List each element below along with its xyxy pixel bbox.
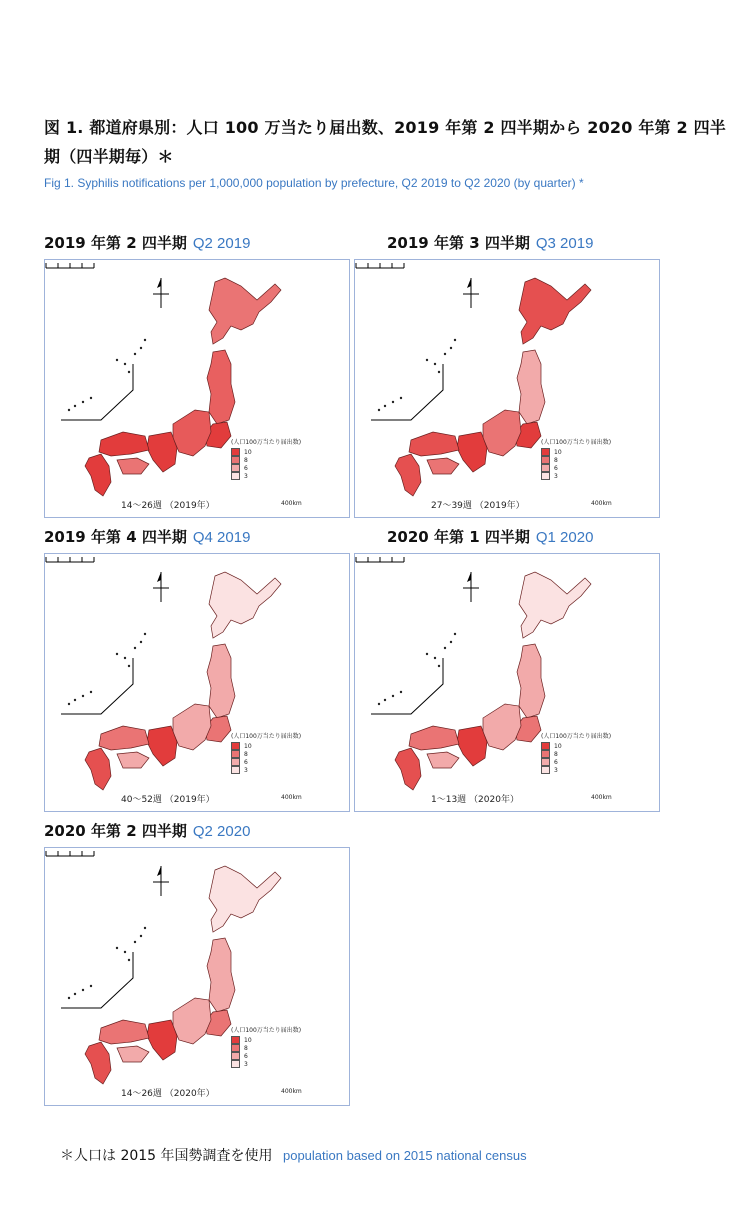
island-marker — [128, 371, 130, 373]
legend-item — [541, 456, 611, 464]
panel-heading-jp: 2020 年第 2 四半期 — [44, 822, 187, 840]
island-marker — [90, 985, 92, 987]
region-hokkaido — [209, 866, 281, 932]
island-marker — [74, 993, 76, 995]
island-marker — [384, 405, 386, 407]
footnote-en: population based on 2015 national census — [282, 1148, 527, 1163]
map-panel — [44, 259, 350, 518]
legend-swatch — [541, 766, 550, 774]
map-panel — [354, 259, 660, 518]
footnote-jp: ＊人口は 2015 年国勢調査を使用 — [60, 1148, 273, 1164]
island-marker — [90, 397, 92, 399]
panel-heading-jp: 2019 年第 4 四半期 — [44, 528, 187, 546]
legend-label: 6 — [244, 464, 248, 472]
legend-label: 8 — [244, 1044, 248, 1052]
island-marker — [400, 397, 402, 399]
legend-swatch — [541, 456, 550, 464]
region-chubu — [483, 410, 521, 456]
legend-label: 3 — [244, 1060, 248, 1068]
region-chugoku — [409, 726, 459, 750]
panel-heading — [44, 820, 250, 841]
legend-item — [231, 448, 301, 456]
legend-swatch — [541, 758, 550, 766]
japan-map — [355, 260, 661, 519]
map-legend — [541, 731, 611, 774]
island-marker — [384, 699, 386, 701]
panel-heading — [387, 232, 593, 253]
panel-heading — [44, 232, 250, 253]
legend-item — [541, 742, 611, 750]
region-chubu — [483, 704, 521, 750]
legend-swatch — [231, 742, 240, 750]
region-chugoku — [99, 726, 149, 750]
okinawa-inset-frame — [61, 364, 133, 420]
region-shikoku — [427, 458, 459, 474]
region-shikoku — [117, 458, 149, 474]
region-hokkaido — [519, 278, 591, 344]
panel-heading-en: Q2 2019 — [192, 235, 251, 252]
legend-item — [231, 472, 301, 480]
legend-swatch — [231, 456, 240, 464]
panel-heading-en: Q4 2019 — [192, 529, 251, 546]
region-shikoku — [117, 752, 149, 768]
legend-item — [541, 448, 611, 456]
japan-map — [45, 554, 351, 813]
north-arrow-icon — [153, 866, 169, 896]
island-marker — [144, 339, 146, 341]
panel-heading-jp: 2019 年第 3 四半期 — [387, 234, 530, 252]
okinawa-inset-frame — [371, 658, 443, 714]
legend-swatch — [231, 1044, 240, 1052]
region-tohoku — [517, 644, 545, 718]
legend-title: (人口100万当たり届出数) — [231, 733, 302, 740]
island-marker — [128, 665, 130, 667]
island-marker — [378, 703, 380, 705]
period-label: 14～26週 （2020年） — [121, 1089, 215, 1099]
legend-item — [541, 472, 611, 480]
island-marker — [378, 409, 380, 411]
legend-swatch — [541, 750, 550, 758]
island-marker — [450, 641, 452, 643]
scale-bar — [45, 554, 95, 564]
region-shikoku — [117, 1046, 149, 1062]
island-marker — [74, 405, 76, 407]
region-kyushu — [85, 748, 111, 790]
japan-map — [355, 554, 661, 813]
legend-label: 6 — [244, 1052, 248, 1060]
island-marker — [82, 695, 84, 697]
legend-item — [231, 1036, 301, 1044]
okinawa-inset-frame — [61, 952, 133, 1008]
legend-item — [231, 1060, 301, 1068]
period-label: 1～13週 （2020年） — [431, 795, 519, 805]
island-marker — [426, 359, 428, 361]
region-kyushu — [85, 454, 111, 496]
region-chubu — [173, 704, 211, 750]
region-chugoku — [99, 432, 149, 456]
period-label: 40～52週 （2019年） — [121, 795, 215, 805]
north-arrow-icon — [153, 572, 169, 602]
island-marker — [144, 927, 146, 929]
period-label: 14～26週 （2019年） — [121, 501, 215, 511]
island-marker — [450, 347, 452, 349]
legend-item — [231, 1052, 301, 1060]
legend-label: 8 — [244, 750, 248, 758]
island-marker — [444, 647, 446, 649]
footnote — [60, 1145, 527, 1165]
map-panel — [44, 553, 350, 812]
legend-label: 8 — [554, 456, 558, 464]
island-marker — [434, 657, 436, 659]
legend-swatch — [231, 750, 240, 758]
scale-bar — [45, 260, 95, 270]
map-legend — [231, 1025, 301, 1068]
legend-swatch — [541, 464, 550, 472]
legend-title: (人口100万当たり届出数) — [231, 439, 302, 446]
region-chugoku — [409, 432, 459, 456]
region-kyushu — [395, 748, 421, 790]
legend-swatch — [231, 464, 240, 472]
island-marker — [444, 353, 446, 355]
legend-item — [541, 750, 611, 758]
region-tohoku — [207, 938, 235, 1012]
panel-heading — [44, 526, 250, 547]
legend-label: 10 — [244, 448, 252, 456]
island-marker — [400, 691, 402, 693]
legend-swatch — [231, 758, 240, 766]
legend-swatch — [231, 766, 240, 774]
region-kinki — [147, 726, 177, 766]
legend-item — [541, 758, 611, 766]
legend-item — [231, 464, 301, 472]
island-marker — [454, 633, 456, 635]
legend-title: (人口100万当たり届出数) — [541, 733, 612, 740]
island-marker — [392, 695, 394, 697]
figure-title-en: Fig 1. Syphilis notifications per 1,000,000 population by prefecture, Q2 2019 to Q2 2020 (by quarter) * — [44, 176, 584, 190]
legend-label: 6 — [244, 758, 248, 766]
island-marker — [392, 401, 394, 403]
region-hokkaido — [519, 572, 591, 638]
north-arrow-icon — [463, 278, 479, 308]
legend-swatch — [231, 1052, 240, 1060]
legend-item — [231, 456, 301, 464]
figure-title-jp: 図 1. 都道府県別：人口 100 万当たり届出数、2019 年第 2 四半期から 2020 年第 2 四半期（四半期毎）＊ — [44, 118, 727, 166]
region-shikoku — [427, 752, 459, 768]
japan-map — [45, 848, 351, 1107]
legend-label: 10 — [554, 742, 562, 750]
okinawa-inset-frame — [61, 658, 133, 714]
panel-heading-en: Q3 2019 — [535, 235, 594, 252]
island-marker — [68, 997, 70, 999]
japan-map — [45, 260, 351, 519]
island-marker — [124, 657, 126, 659]
region-chubu — [173, 998, 211, 1044]
legend-label: 10 — [244, 1036, 252, 1044]
island-marker — [438, 371, 440, 373]
legend-swatch — [231, 1060, 240, 1068]
legend-swatch — [231, 1036, 240, 1044]
region-kinki — [457, 726, 487, 766]
map-legend — [231, 437, 301, 480]
legend-label: 8 — [554, 750, 558, 758]
legend-label: 3 — [244, 766, 248, 774]
legend-label: 8 — [244, 456, 248, 464]
island-marker — [140, 935, 142, 937]
island-marker — [134, 647, 136, 649]
legend-swatch — [541, 742, 550, 750]
north-arrow-icon — [153, 278, 169, 308]
island-marker — [426, 653, 428, 655]
island-marker — [68, 409, 70, 411]
legend-label: 3 — [554, 472, 558, 480]
panel-heading-en: Q2 2020 — [192, 823, 251, 840]
island-marker — [124, 363, 126, 365]
island-marker — [90, 691, 92, 693]
region-tohoku — [207, 350, 235, 424]
island-marker — [116, 653, 118, 655]
legend-item — [231, 766, 301, 774]
legend-label: 3 — [554, 766, 558, 774]
legend-item — [231, 750, 301, 758]
okinawa-inset-frame — [371, 364, 443, 420]
region-hokkaido — [209, 572, 281, 638]
island-marker — [140, 347, 142, 349]
legend-label: 10 — [554, 448, 562, 456]
legend-item — [231, 742, 301, 750]
legend-label: 6 — [554, 464, 558, 472]
island-marker — [74, 699, 76, 701]
island-marker — [116, 947, 118, 949]
region-kinki — [147, 432, 177, 472]
legend-item — [231, 758, 301, 766]
island-marker — [68, 703, 70, 705]
island-marker — [82, 989, 84, 991]
legend-label: 6 — [554, 758, 558, 766]
legend-swatch — [541, 448, 550, 456]
panel-heading-jp: 2020 年第 1 四半期 — [387, 528, 530, 546]
scale-bar — [355, 554, 405, 564]
region-chubu — [173, 410, 211, 456]
region-kinki — [457, 432, 487, 472]
island-marker — [434, 363, 436, 365]
island-marker — [140, 641, 142, 643]
island-marker — [438, 665, 440, 667]
island-marker — [454, 339, 456, 341]
island-marker — [128, 959, 130, 961]
legend-item — [541, 766, 611, 774]
map-legend — [231, 731, 301, 774]
legend-title: (人口100万当たり届出数) — [231, 1027, 302, 1034]
map-panel — [354, 553, 660, 812]
scale-label: 400km — [281, 500, 302, 507]
region-hokkaido — [209, 278, 281, 344]
island-marker — [144, 633, 146, 635]
region-tohoku — [517, 350, 545, 424]
period-label: 27～39週 （2019年） — [431, 501, 525, 511]
scale-bar — [45, 848, 95, 858]
scale-bar — [355, 260, 405, 270]
legend-item — [231, 1044, 301, 1052]
panel-heading-en: Q1 2020 — [535, 529, 594, 546]
region-kyushu — [85, 1042, 111, 1084]
region-chugoku — [99, 1020, 149, 1044]
island-marker — [134, 353, 136, 355]
scale-label: 400km — [591, 500, 612, 507]
island-marker — [82, 401, 84, 403]
region-kyushu — [395, 454, 421, 496]
north-arrow-icon — [463, 572, 479, 602]
legend-swatch — [231, 448, 240, 456]
map-panel — [44, 847, 350, 1106]
region-tohoku — [207, 644, 235, 718]
legend-swatch — [231, 472, 240, 480]
legend-title: (人口100万当たり届出数) — [541, 439, 612, 446]
scale-label: 400km — [591, 794, 612, 801]
island-marker — [124, 951, 126, 953]
legend-label: 3 — [244, 472, 248, 480]
island-marker — [134, 941, 136, 943]
panel-heading-jp: 2019 年第 2 四半期 — [44, 234, 187, 252]
map-legend — [541, 437, 611, 480]
island-marker — [116, 359, 118, 361]
scale-label: 400km — [281, 794, 302, 801]
panel-heading — [387, 526, 593, 547]
legend-swatch — [541, 472, 550, 480]
region-kinki — [147, 1020, 177, 1060]
legend-label: 10 — [244, 742, 252, 750]
legend-item — [541, 464, 611, 472]
scale-label: 400km — [281, 1088, 302, 1095]
